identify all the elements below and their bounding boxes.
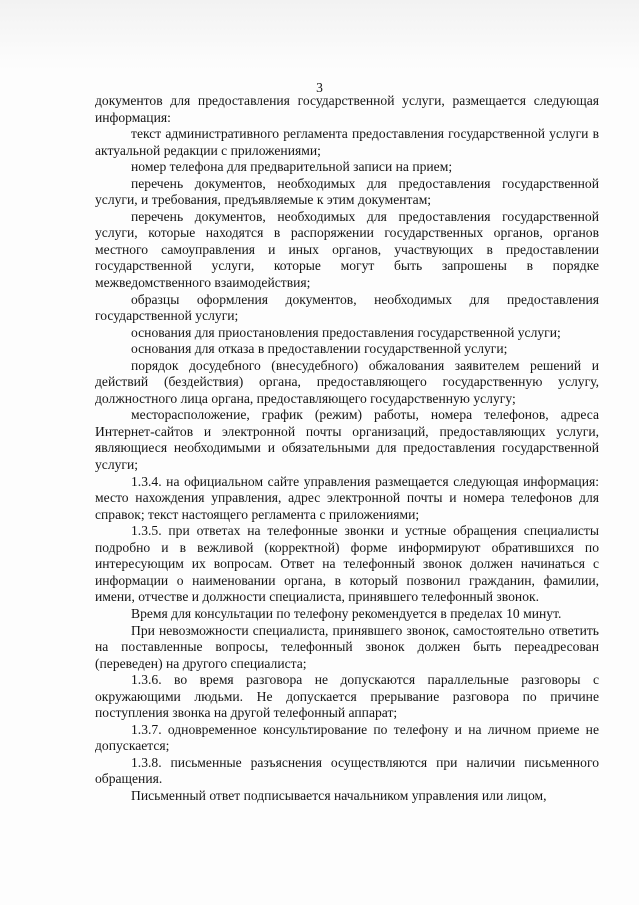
paragraph: номер телефона для предварительной записи на прием;	[131, 159, 453, 175]
paragraph: Письменный ответ подписывается начальником управления или лицом,	[131, 787, 547, 803]
paragraph: документов для предоставления государственной услуги, размещается следующая информация:	[95, 93, 599, 125]
document-body	[95, 93, 599, 805]
paragraph: текст административного регламента предоставления государственной услуги в актуальной редакции с приложениями;	[95, 126, 599, 158]
scan-shadow	[0, 0, 639, 70]
paragraph: 1.3.6. во время разговора не допускаются параллельные разговоры с окружающими людьми. Не допускается прерывание разговора по причине поступления звонка на другой телефонный аппарат;	[95, 672, 599, 721]
paragraph: 1.3.4. на официальном сайте управления размещается следующая информация: место нахождения управления, адрес электронной почты и номера телефонов для справок; текст настоящего регламента с приложениями;	[95, 473, 599, 522]
paragraph: месторасположение, график (режим) работы, номера телефонов, адреса Интернет-сайтов и электронной почты организаций, предоставляющих услуги, являющиеся необходимыми и обязательными для предоставления государственной услуги;	[95, 407, 599, 473]
paragraph: 1.3.7. одновременное консультирование по телефону и на личном приеме не допускается;	[95, 721, 599, 754]
paragraph: перечень документов, необходимых для предоставления государственной услуги, которые находятся в распоряжении государственных органов, органов местного самоуправления и иных органов, участвующих в предоставлении государственной услуги, которые могут быть запрошены в порядке межведомственного взаимодействия;	[95, 208, 599, 291]
paragraph: образцы оформления документов, необходимых для предоставления государственной услуги;	[95, 291, 599, 324]
paragraph: Время для консультации по телефону рекомендуется в пределах 10 минут.	[131, 605, 562, 621]
paragraph: основания для отказа в предоставлении государственной услуги;	[131, 341, 508, 357]
paragraph: При невозможности специалиста, принявшего звонок, самостоятельно ответить на поставленные вопросы, телефонный звонок должен быть переадресован (переведен) на другого специалиста;	[95, 622, 599, 671]
page-number: 3	[316, 80, 323, 95]
paragraph: порядок досудебного (внесудебного) обжалования заявителем решений и действий (бездействия) органа, предоставляющего государственную услугу, должностного лица органа, предоставляющего государственную услугу;	[95, 357, 599, 406]
paragraph: основания для приостановления предоставления государственной услуги;	[131, 324, 561, 340]
paragraph: перечень документов, необходимых для предоставления государственной услуги, и требования, предъявляемые к этим документам;	[95, 175, 599, 208]
paragraph: 1.3.8. письменные разъяснения осуществляются при наличии письменного обращения.	[95, 754, 599, 787]
paragraph: 1.3.5. при ответах на телефонные звонки и устные обращения специалисты подробно и в вежливой (корректной) форме информируют обратившихся по интересующим их вопросам. Ответ на телефонный звонок должен начинаться с информации о наименовании органа, в который позвонил гражданин, фамилии, имени, отчестве и должности специалиста, принявшего телефонный звонок.	[95, 523, 599, 605]
